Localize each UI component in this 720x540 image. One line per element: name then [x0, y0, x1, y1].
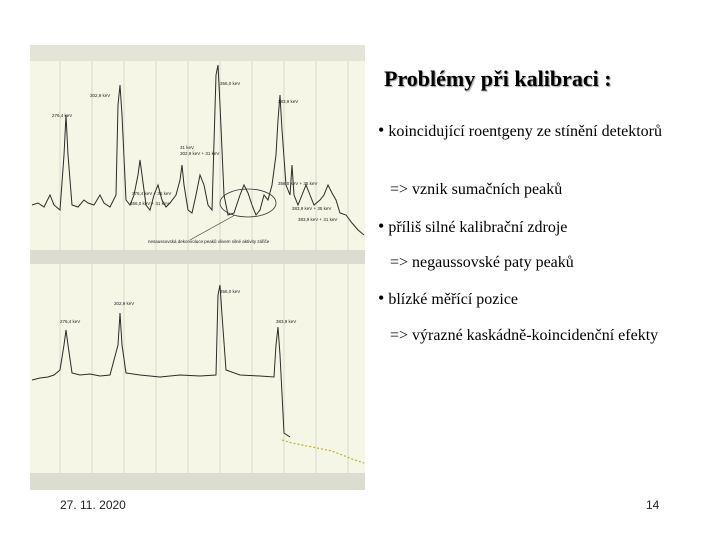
slide-title: Problémy při kalibraci : [384, 66, 612, 91]
top-peak-label: 276,4 keV [52, 113, 73, 118]
bottom-panel-background [30, 264, 365, 484]
bullet-3-result [378, 326, 698, 346]
bullet-text: příliš silné kalibrační zdroje [388, 219, 568, 236]
bullet-2 [378, 216, 698, 238]
bullet-3-result-text: => výrazné kaskádně-koincidenční efekty [390, 327, 659, 344]
top-peak-label: 356,0 keV + 35 keV [278, 181, 318, 186]
footer-page-number: 14 [646, 498, 660, 512]
bullet-marker: • [378, 216, 385, 236]
spectra-svg [30, 45, 365, 490]
top-peak-label: 383,9 keV + 35 keV [292, 206, 332, 211]
bullet-1-result: => vznik sumačních peaků [390, 181, 563, 198]
spectra-figure [30, 45, 365, 490]
top-peak-label: 276,4 keV + 31 keV [132, 191, 172, 196]
top-axis-strip [30, 45, 365, 61]
top-peak-label: 302,9 keV + 31 keV [180, 151, 220, 156]
top-peak-label: 383,9 keV + 31 keV [298, 217, 338, 222]
bottom-peak-label: 302,9 keV [114, 301, 135, 306]
bottom-peak-label: 276,4 keV [60, 319, 81, 324]
bottom-peak-label: 356,0 keV [220, 289, 241, 294]
top-peak-label: 356,0 keV + 31 keV [130, 201, 170, 206]
footer-date: 27. 11. 2020 [60, 498, 126, 512]
bullet-text: koincidující roentgeny ze stínění detektorů [388, 123, 663, 140]
bullet-1 [378, 120, 698, 142]
annotation-text: nesaussovská dekonvoluce peaků vlivem silné aktivity zářiče [148, 239, 270, 244]
top-peak-label: 383,9 keV [278, 99, 299, 104]
top-peak-label: 356,0 keV [220, 81, 241, 86]
bullet-marker: • [378, 120, 385, 140]
bottom-peak-label: 383,9 keV [276, 319, 297, 324]
bullet-3 [378, 288, 698, 310]
bottom-axis-strip [30, 473, 365, 490]
middle-axis-strip [30, 250, 365, 264]
bullet-2-result: => negaussovské paty peaků [390, 254, 574, 271]
top-peak-label: 302,9 keV [90, 93, 111, 98]
top-peak-label: 31 keV [180, 145, 195, 150]
bullet-marker: • [378, 288, 385, 308]
bullet-text: blízké měřící pozice [388, 291, 519, 308]
